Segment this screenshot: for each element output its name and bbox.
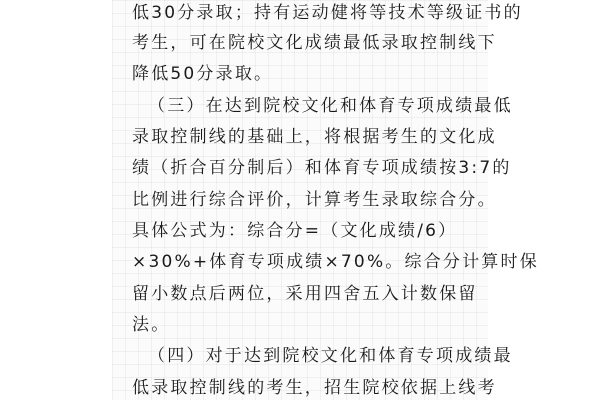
paragraph-heading-line: （三）在达到院校文化和体育专项成绩最低 bbox=[148, 96, 513, 116]
text-line: 留小数点后两位，采用四舍五入计数保留 bbox=[132, 284, 478, 304]
text-line: 比例进行综合评价，计算考生录取综合分。 bbox=[132, 190, 497, 210]
text-line: 低录取控制线的考生，招生院校依据上线考 bbox=[132, 378, 497, 398]
text-line: 考生，可在院校文化成绩最低录取控制线下 bbox=[132, 33, 497, 53]
paragraph-heading-line: （四）对于达到院校文化和体育专项成绩最 bbox=[148, 346, 513, 366]
text-line: 具体公式为：综合分=（文化成绩/6） bbox=[132, 221, 458, 241]
text-line: 绩（折合百分制后）和体育专项成绩按3:7的 bbox=[132, 158, 512, 178]
text-line: 低30分录取；持有运动健将等技术等级证书的 bbox=[132, 3, 523, 23]
text-line: 录取控制线的基础上，将根据考生的文化成 bbox=[132, 127, 497, 147]
text-line: 法。 bbox=[132, 315, 171, 335]
text-line: 降低50分录取。 bbox=[132, 64, 274, 84]
text-line: ×30%+体育专项成绩×70%。综合分计算时保 bbox=[132, 252, 539, 272]
document-paper bbox=[112, 0, 539, 400]
